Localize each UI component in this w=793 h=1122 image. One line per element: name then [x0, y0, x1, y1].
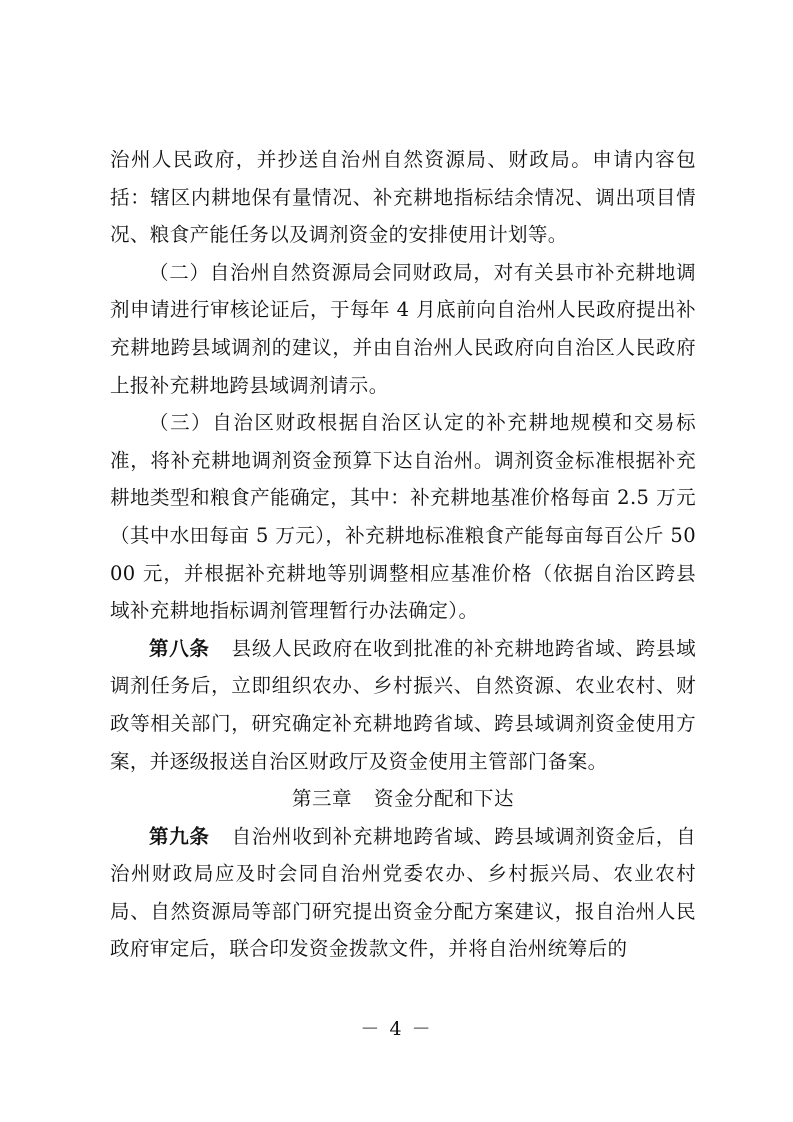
paragraph-item-two: （二）自治州自然资源局会同财政局，对有关县市补充耕地调剂申请进行审核论证后，于每年 4 月底前向自治州人民政府提出补充耕地跨县域调剂的建议，并由自治州人民政府向自治区人民政府上报补充耕地跨县域调剂请示。 [110, 260, 696, 397]
paragraph-item-three: （三）自治区财政根据自治区认定的补充耕地规模和交易标准，将补充耕地调剂资金预算下达自治州。调剂资金标准根据补充耕地类型和粮食产能确定，其中：补充耕地基准价格每亩 2.5 万元（其中水田每亩 5 万元），补充耕地标准粮食产能每亩每百公斤 5000 元，并根据补充耕地等别调整相应基准价格（依据自治区跨县域补充耕地指标调剂管理暂行办法确定）。 [110, 411, 696, 623]
article-8-label: 第八条 [149, 636, 210, 660]
chapter-title: 资金分配和下达 [374, 787, 515, 811]
page-number: － 4 － [360, 1018, 433, 1040]
article-8 [110, 630, 696, 780]
article-8-text: 县级人民政府在收到批准的补充耕地跨省域、跨县域调剂任务后，立即组织农办、乡村振兴、自然资源、农业农村、财政等相关部门，研究确定补充耕地跨省域、跨县域调剂资金使用方案，并逐级报送自治区财政厅及资金使用主管部门备案。 [110, 636, 697, 773]
paragraph-application-content: 治州人民政府，并抄送自治州自然资源局、财政局。申请内容包括：辖区内耕地保有量情况、补充耕地指标结余情况、调出项目情况、粮食产能任务以及调剂资金的安排使用计划等。 [110, 148, 696, 247]
article-9-text: 自治州收到补充耕地跨省域、跨县域调剂资金后，自治州财政局应及时会同自治州党委农办、乡村振兴局、农业农村局、自然资源局等部门研究提出资金分配方案建议，报自治州人民政府审定后，联合印发资金拨款文件，并将自治州统筹后的 [110, 824, 697, 961]
article-9-label: 第九条 [149, 824, 210, 848]
chapter-heading [110, 780, 696, 818]
article-9 [110, 818, 696, 968]
document-body [110, 141, 696, 968]
chapter-number: 第三章 [291, 787, 352, 811]
